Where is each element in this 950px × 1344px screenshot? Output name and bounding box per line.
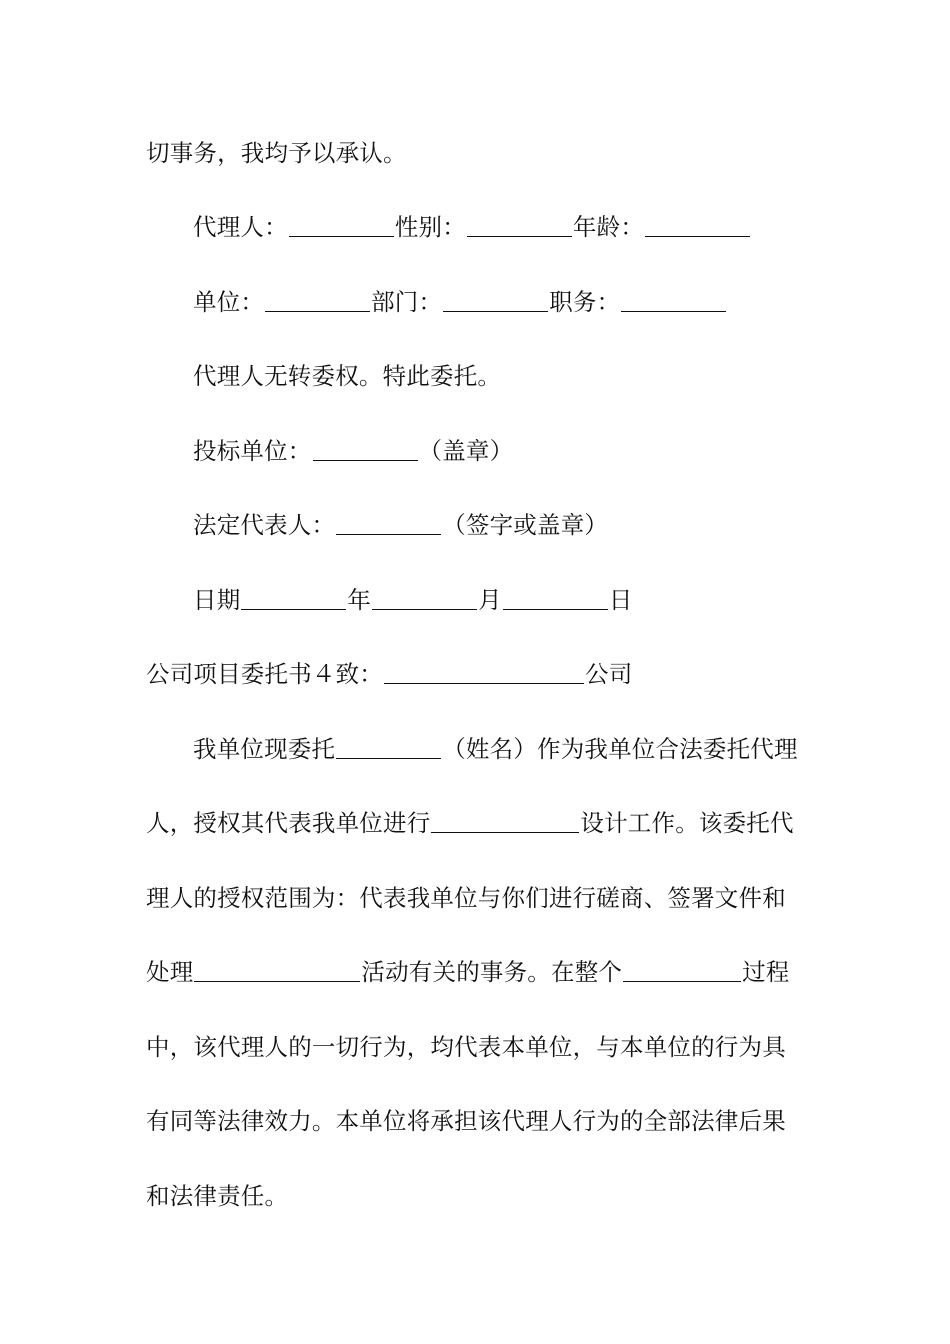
signature-note: （签字或盖章） [442,511,609,539]
text-line-14 [146,1104,786,1138]
position-label: 职务： [549,288,621,316]
legal-rep-line [193,508,608,542]
unit-blank[interactable] [265,287,370,312]
activity-blank[interactable] [194,957,360,982]
text: 理人的授权范围为：代表我单位与你们进行磋商、签署文件和 [146,884,786,912]
age-label: 年龄： [572,213,645,241]
text-line-13 [146,1030,786,1064]
position-blank[interactable] [621,287,726,312]
agent-blank[interactable] [289,212,394,237]
month-blank[interactable] [372,585,477,610]
text-line-4 [193,359,501,393]
text: 设计工作。该委托代 [580,809,794,837]
unit-info-line [193,285,727,319]
month-label: 月 [478,586,502,614]
gender-blank[interactable] [467,212,572,237]
heading-line [146,657,632,691]
name-blank[interactable] [336,734,441,759]
agent-info-line [193,210,751,244]
heading-text: 公司项目委托书４致： [146,660,383,688]
text-line-12 [146,955,790,989]
text: 切事务，我均予以承认。 [146,139,407,167]
process-blank[interactable] [623,957,741,982]
text: 过程 [742,958,790,986]
company-blank[interactable] [384,659,584,684]
text: 代理人无转委权。特此委托。 [193,362,502,390]
text: 中，该代理人的一切行为，均代表本单位，与本单位的行为具 [146,1033,786,1061]
date-line [193,583,633,617]
agent-label: 代理人： [193,213,288,241]
date-label: 日期 [193,586,241,614]
department-label: 部门： [371,288,443,316]
text-line-1 [146,136,407,170]
text: 活动有关的事务。在整个 [361,958,623,986]
text-line-15 [146,1179,288,1213]
gender-label: 性别： [394,213,466,241]
text: （姓名）作为我单位合法委托代理 [442,735,798,763]
day-label: 日 [608,586,633,614]
text-line-9 [193,732,798,766]
design-work-blank[interactable] [431,808,579,833]
bidder-blank[interactable] [313,436,418,461]
text-line-11 [146,881,786,915]
text: 处理 [146,958,194,986]
text: 我单位现委托 [193,735,336,763]
text: 和法律责任。 [146,1182,289,1210]
year-blank[interactable] [241,585,346,610]
unit-label: 单位： [193,288,265,316]
age-blank[interactable] [645,212,750,237]
text-line-10 [146,806,794,840]
bidder-label: 投标单位： [193,437,312,465]
text: 人，授权其代表我单位进行 [146,809,431,837]
company-label: 公司 [585,660,633,688]
legal-rep-label: 法定代表人： [193,511,336,539]
legal-rep-blank[interactable] [336,510,441,535]
day-blank[interactable] [503,585,608,610]
seal-note: （盖章） [418,437,514,465]
bidder-line [193,434,513,468]
department-blank[interactable] [443,287,548,312]
text: 有同等法律效力。本单位将承担该代理人行为的全部法律后果 [146,1107,786,1135]
year-label: 年 [347,586,372,614]
